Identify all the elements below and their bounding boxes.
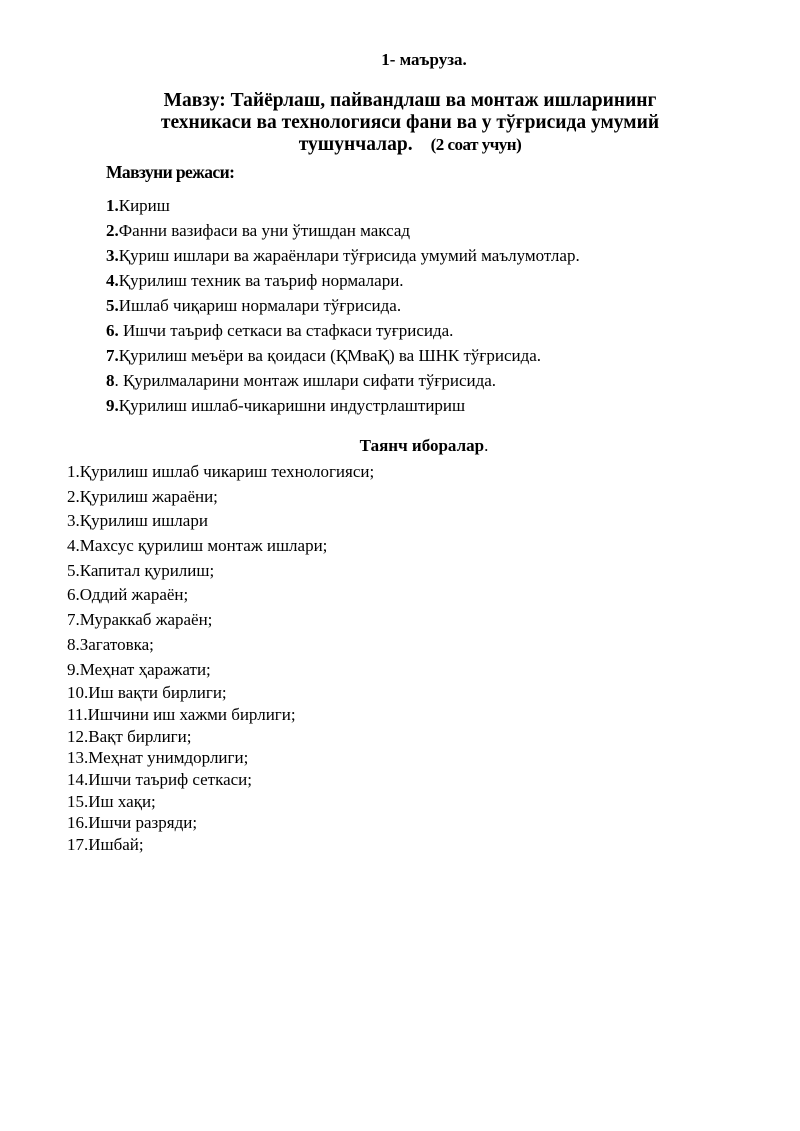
plan-item-text: Қурилиш меъёри ва қоидаси (ҚМваҚ) ва ШНК тўғрисида. — [118, 346, 542, 365]
term-item: 15.Иш хақи; — [67, 791, 156, 811]
term-item: 10.Иш вақти бирлиги; — [67, 683, 227, 703]
plan-item-number: 7. — [106, 346, 119, 365]
term-item: 6.Оддий жараён; — [67, 585, 189, 605]
term-item: 14.Ишчи таъриф сеткаси; — [67, 769, 252, 789]
topic-line-1: Мавзу: Тайёрлаш, пайвандлаш ва монтаж ишларининг — [163, 90, 657, 111]
terms-heading-text: Таянч иборалар — [359, 436, 485, 455]
plan-item-number: 1. — [106, 196, 119, 215]
plan-item — [106, 193, 580, 218]
plan-item — [106, 368, 580, 393]
term-item: 5.Капитал қурилиш; — [67, 560, 215, 580]
term-item: 7.Мураккаб жараён; — [67, 610, 213, 630]
plan-item-text: Ишлаб чиқариш нормалари тўғрисида. — [118, 296, 402, 315]
terms-list — [67, 460, 374, 856]
plan-item-number: 4. — [106, 271, 119, 290]
plan-item-text: . Қурилмаларини монтаж ишлари сифати тўғрисида. — [114, 371, 497, 390]
term-item: 12.Вақт бирлиги; — [67, 726, 192, 746]
plan-item-text: Қурилиш техник ва таъриф нормалари. — [118, 271, 404, 290]
topic-title — [100, 90, 720, 156]
term-item: 4.Махсус қурилиш монтаж ишлари; — [67, 536, 328, 556]
lecture-number: 1- маъруза. — [381, 50, 467, 69]
plan-item — [106, 343, 580, 368]
plan-item-text: Ишчи таъриф сеткаси ва стафкаси туғрисида. — [118, 321, 454, 340]
term-item: 1.Қурилиш ишлаб чикариш технологияси; — [67, 462, 375, 481]
topic-line-2: техникаси ва технологияси фани ва у тўғрисида умумий — [160, 112, 660, 133]
plan-item-number: 3. — [106, 246, 119, 265]
plan-item-text: Кириш — [118, 196, 170, 215]
term-item: 9.Меҳнат ҳаражати; — [67, 659, 211, 679]
plan-item — [106, 243, 580, 268]
term-item: 3.Қурилиш ишлари — [67, 511, 208, 531]
terms-heading — [0, 436, 800, 456]
plan-item — [106, 293, 580, 318]
plan-item-number: 8 — [106, 371, 115, 390]
plan-item-text: Қурилиш ишлаб-чикаришни индустрлаштириш — [118, 396, 466, 415]
plan-item-text: Фанни вазифаси ва уни ўтишдан максад — [118, 221, 411, 240]
plan-heading: Мавзуни режаси: — [106, 162, 235, 182]
plan-item-number: 9. — [106, 396, 119, 415]
plan-item-number: 6. — [106, 321, 119, 340]
term-item: 2.Қурилиш жараёни; — [67, 486, 218, 506]
plan-list — [106, 193, 580, 418]
term-item: 8.Загатовка; — [67, 634, 154, 654]
terms-heading-suffix: . — [484, 436, 489, 455]
term-item: 13.Меҳнат унимдорлиги; — [67, 748, 249, 768]
term-item: 16.Ишчи разряди; — [67, 813, 198, 833]
plan-item — [106, 318, 580, 343]
plan-item-number: 2. — [106, 221, 119, 240]
plan-item-number: 5. — [106, 296, 119, 315]
term-item: 11.Ишчини иш хажми бирлиги; — [67, 704, 296, 724]
plan-item — [106, 218, 580, 243]
plan-item — [106, 268, 580, 293]
term-item: 17.Ишбай; — [67, 835, 144, 854]
topic-line-3-wrap — [100, 134, 720, 156]
plan-item-text: Қуриш ишлари ва жараёнлари тўғрисида умумий маълумотлар. — [118, 246, 580, 265]
topic-hours: (2 соат учун) — [430, 135, 522, 154]
plan-item — [106, 393, 580, 418]
topic-line-3: тушунчалар. — [298, 134, 413, 155]
